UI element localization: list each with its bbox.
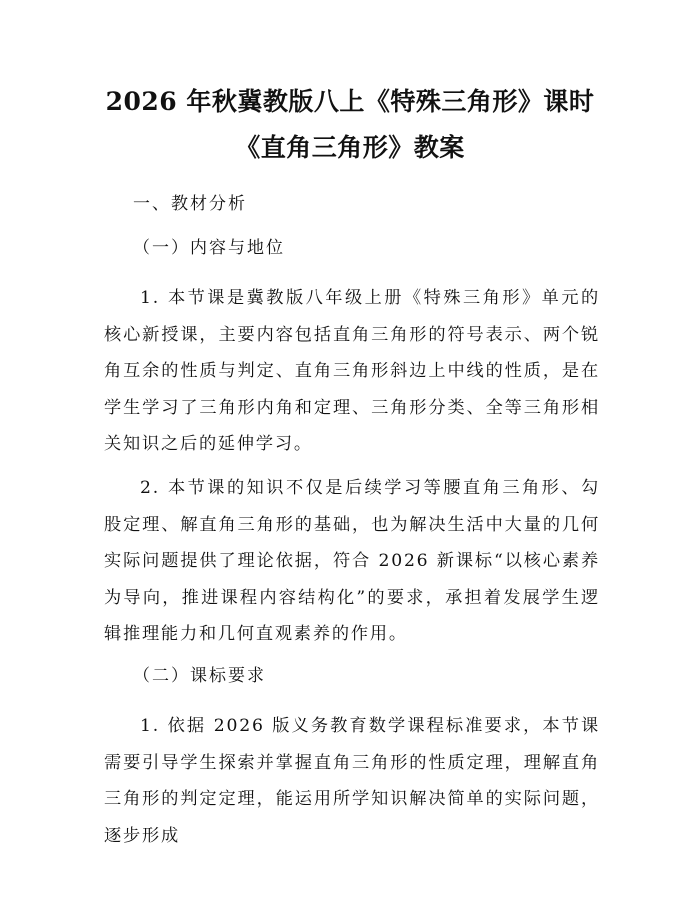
- paragraph-content-1: 1. 本节课是冀教版八年级上册《特殊三角形》单元的核心新授课，主要内容包括直角三角形的符号表示、两个锐角互余的性质与判定、直角三角形斜边上中线的性质，是在学生学习了三角形内角和定理、三角形分类、全等三角形相关知识之后的延伸学习。: [104, 288, 600, 455]
- section-heading-textbook-analysis: 一、教材分析: [133, 194, 247, 214]
- document-title-line1: 2026 年秋冀教版八上《特殊三角形》课时: [105, 87, 595, 116]
- document-title-line2: 《直角三角形》教案: [235, 133, 465, 162]
- paragraph-curriculum-1: 1. 依据 2026 版义务教育数学课程标准要求，本节课需要引导学生探索并掌握直角三角形的性质定理，理解直角三角形的判定定理，能运用所学知识解决简单的实际问题，逐步形成: [104, 716, 600, 846]
- subsection-heading-content-position: （一）内容与地位: [133, 238, 285, 258]
- paragraph-content-2: 2. 本节课的知识不仅是后续学习等腰直角三角形、勾股定理、解直角三角形的基础，也为解决生活中大量的几何实际问题提供了理论依据，符合 2026 新课标“以核心素养为导向，推进课程内容结构化”的要求，承担着发展学生逻辑推理能力和几何直观素养的作用。: [104, 478, 600, 645]
- subsection-heading-curriculum-requirements: （二）课标要求: [133, 666, 266, 686]
